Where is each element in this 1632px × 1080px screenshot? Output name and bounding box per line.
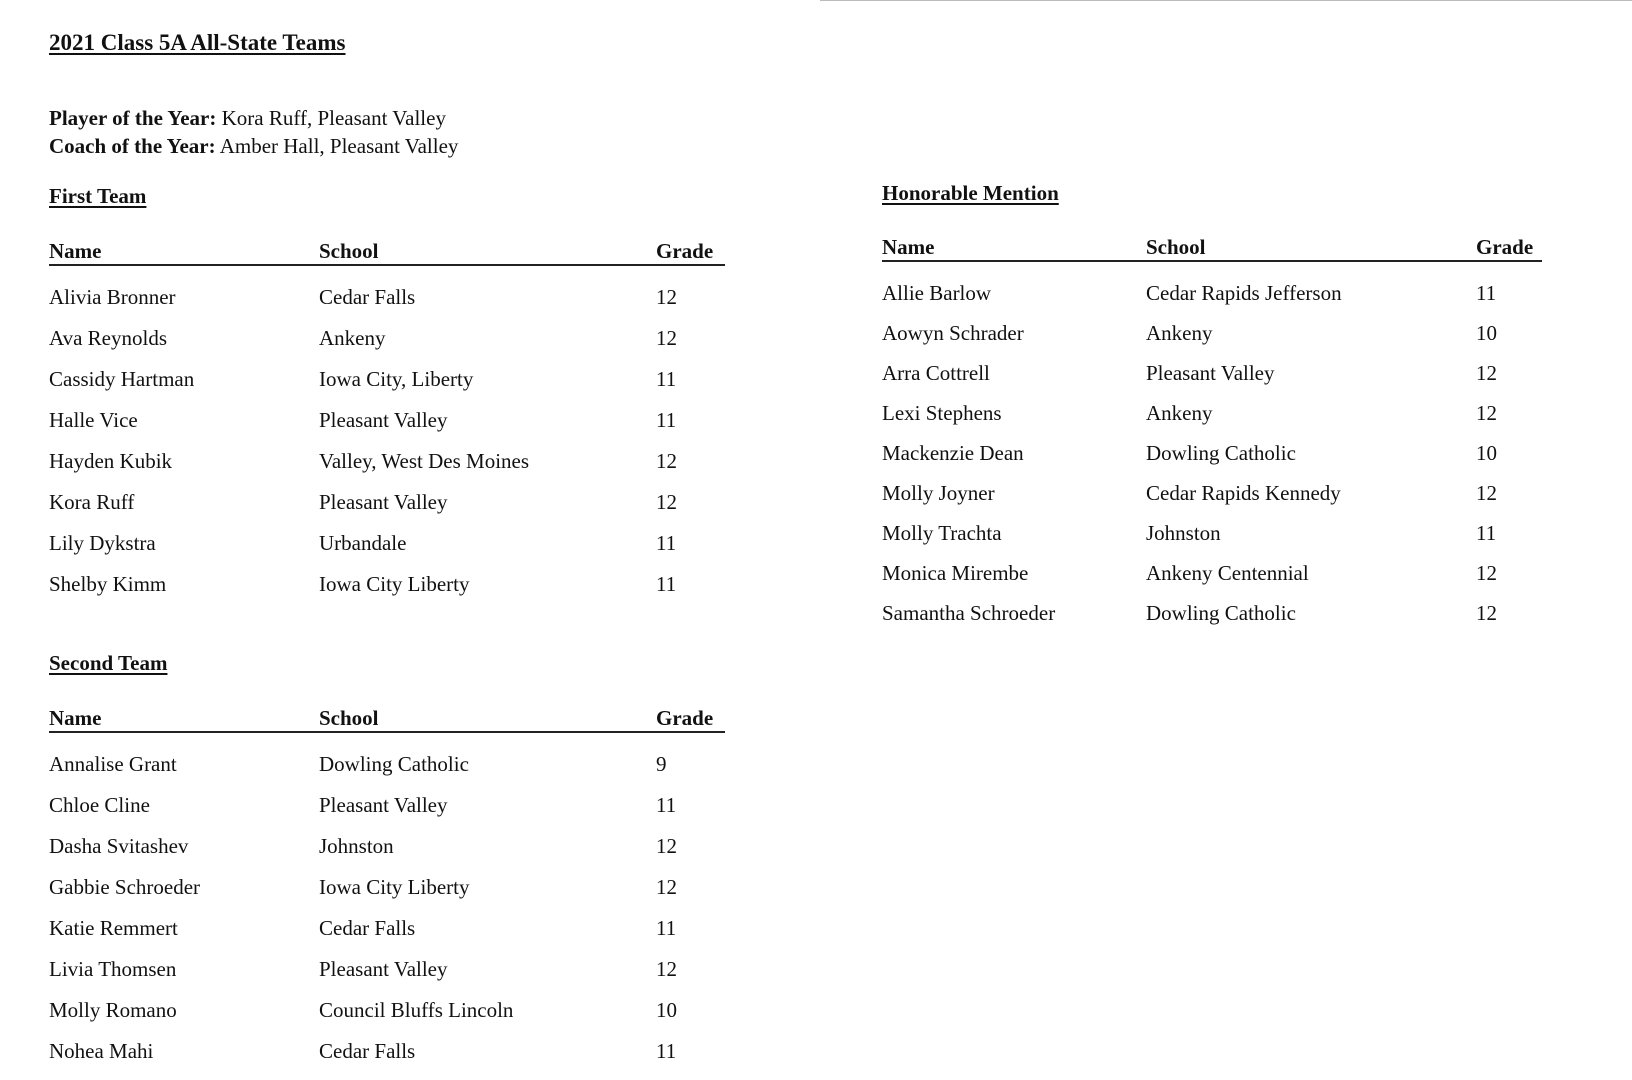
- grade-value: 11: [656, 793, 677, 817]
- player-name: Molly Trachta: [882, 521, 1002, 545]
- grade-value: 12: [1476, 401, 1497, 425]
- table-row: [49, 285, 725, 326]
- table-row: [882, 281, 1542, 321]
- column-header-school: School: [319, 239, 379, 263]
- player-name: Chloe Cline: [49, 793, 150, 817]
- awards-block: [49, 104, 458, 160]
- column-header-grade: Grade: [656, 239, 714, 263]
- school-name: Pleasant Valley: [319, 957, 448, 981]
- document-title: 2021 Class 5A All-State Teams: [49, 30, 346, 55]
- school-name: Iowa City, Liberty: [319, 367, 474, 391]
- school-name: Iowa City Liberty: [319, 875, 470, 899]
- table-row: [882, 441, 1542, 481]
- grade-value: 12: [1476, 561, 1497, 585]
- award-label: Player of the Year:: [49, 106, 217, 130]
- grade-value: 12: [1476, 601, 1497, 625]
- table-row: [882, 321, 1542, 361]
- school-name: Dowling Catholic: [319, 752, 469, 776]
- table-row: [882, 481, 1542, 521]
- school-name: Dowling Catholic: [1146, 441, 1296, 465]
- grade-value: 11: [1476, 521, 1497, 545]
- column-header-name: Name: [49, 706, 102, 730]
- table-row: [49, 326, 725, 367]
- school-name: Johnston: [319, 834, 394, 858]
- top-border-rule: [820, 0, 1632, 1]
- school-name: Ankeny: [1146, 401, 1213, 425]
- first-team-header-row: [49, 236, 725, 266]
- school-name: Pleasant Valley: [319, 490, 448, 514]
- school-name: Pleasant Valley: [319, 408, 448, 432]
- player-name: Monica Mirembe: [882, 561, 1029, 585]
- school-name: Iowa City Liberty: [319, 572, 470, 596]
- player-name: Halle Vice: [49, 408, 138, 432]
- table-row: [882, 601, 1542, 641]
- player-name: Ava Reynolds: [49, 326, 168, 350]
- table-row: [49, 449, 725, 490]
- table-row: [49, 408, 725, 449]
- grade-value: 12: [656, 875, 677, 899]
- school-name: Ankeny Centennial: [1146, 561, 1309, 585]
- table-row: [49, 875, 725, 916]
- grade-value: 11: [656, 1039, 677, 1063]
- grade-value: 12: [1476, 481, 1497, 505]
- table-row: [49, 752, 725, 793]
- grade-value: 11: [656, 408, 677, 432]
- player-name: Aowyn Schrader: [882, 321, 1024, 345]
- player-name: Lexi Stephens: [882, 401, 1002, 425]
- player-name: Livia Thomsen: [49, 957, 177, 981]
- school-name: Cedar Falls: [319, 916, 416, 940]
- grade-value: 9: [656, 752, 667, 776]
- grade-value: 11: [656, 367, 677, 391]
- table-row: [882, 561, 1542, 601]
- column-header-grade: Grade: [656, 706, 714, 730]
- honorable-mention-table: [882, 281, 1542, 641]
- column-header-grade: Grade: [1476, 235, 1534, 259]
- table-row: [49, 998, 725, 1039]
- honorable-mention-header-row: [882, 232, 1542, 262]
- second-team-heading: Second Team: [49, 651, 168, 675]
- player-of-year-line: [49, 104, 458, 132]
- school-name: Pleasant Valley: [319, 793, 448, 817]
- second-team-table: [49, 752, 725, 1080]
- column-header-school: School: [1146, 235, 1206, 259]
- grade-value: 12: [656, 957, 677, 981]
- grade-value: 10: [1476, 441, 1497, 465]
- grade-value: 12: [656, 834, 677, 858]
- table-row: [882, 401, 1542, 441]
- column-header-school: School: [319, 706, 379, 730]
- school-name: Cedar Rapids Jefferson: [1146, 281, 1342, 305]
- school-name: Cedar Rapids Kennedy: [1146, 481, 1341, 505]
- school-name: Pleasant Valley: [1146, 361, 1275, 385]
- grade-value: 12: [656, 326, 677, 350]
- second-team-header-row: [49, 703, 725, 733]
- school-name: Cedar Falls: [319, 285, 416, 309]
- grade-value: 12: [1476, 361, 1497, 385]
- table-row: [49, 531, 725, 572]
- first-team-table: [49, 285, 725, 613]
- award-value: Kora Ruff, Pleasant Valley: [221, 106, 446, 130]
- table-row: [49, 834, 725, 875]
- grade-value: 11: [656, 531, 677, 555]
- grade-value: 11: [656, 916, 677, 940]
- school-name: Cedar Falls: [319, 1039, 416, 1063]
- player-name: Mackenzie Dean: [882, 441, 1024, 465]
- coach-of-year-line: [49, 132, 458, 160]
- player-name: Kora Ruff: [49, 490, 135, 514]
- table-row: [49, 793, 725, 834]
- table-row: [49, 572, 725, 613]
- player-name: Shelby Kimm: [49, 572, 167, 596]
- table-row: [882, 361, 1542, 401]
- player-name: Samantha Schroeder: [882, 601, 1056, 625]
- column-header-name: Name: [49, 239, 102, 263]
- column-header-name: Name: [882, 235, 935, 259]
- school-name: Council Bluffs Lincoln: [319, 998, 514, 1022]
- player-name: Gabbie Schroeder: [49, 875, 201, 899]
- table-row: [49, 490, 725, 531]
- player-name: Molly Joyner: [882, 481, 995, 505]
- player-name: Allie Barlow: [882, 281, 992, 305]
- grade-value: 12: [656, 490, 677, 514]
- table-row: [49, 367, 725, 408]
- grade-value: 12: [656, 449, 677, 473]
- school-name: Dowling Catholic: [1146, 601, 1296, 625]
- school-name: Ankeny: [1146, 321, 1213, 345]
- honorable-mention-heading: Honorable Mention: [882, 181, 1059, 205]
- player-name: Alivia Bronner: [49, 285, 176, 309]
- grade-value: 11: [656, 572, 677, 596]
- table-row: [49, 957, 725, 998]
- school-name: Urbandale: [319, 531, 407, 555]
- player-name: Annalise Grant: [49, 752, 177, 776]
- school-name: Valley, West Des Moines: [319, 449, 530, 473]
- player-name: Lily Dykstra: [49, 531, 156, 555]
- player-name: Hayden Kubik: [49, 449, 173, 473]
- player-name: Arra Cottrell: [882, 361, 990, 385]
- school-name: Ankeny: [319, 326, 386, 350]
- table-row: [882, 521, 1542, 561]
- table-row: [49, 1039, 725, 1080]
- player-name: Molly Romano: [49, 998, 177, 1022]
- table-row: [49, 916, 725, 957]
- first-team-heading: First Team: [49, 184, 147, 208]
- grade-value: 11: [1476, 281, 1497, 305]
- grade-value: 10: [656, 998, 677, 1022]
- player-name: Dasha Svitashev: [49, 834, 189, 858]
- grade-value: 10: [1476, 321, 1497, 345]
- award-label: Coach of the Year:: [49, 134, 216, 158]
- award-value: Amber Hall, Pleasant Valley: [219, 134, 459, 158]
- player-name: Cassidy Hartman: [49, 367, 195, 391]
- grade-value: 12: [656, 285, 677, 309]
- player-name: Nohea Mahi: [49, 1039, 154, 1063]
- player-name: Katie Remmert: [49, 916, 178, 940]
- school-name: Johnston: [1146, 521, 1221, 545]
